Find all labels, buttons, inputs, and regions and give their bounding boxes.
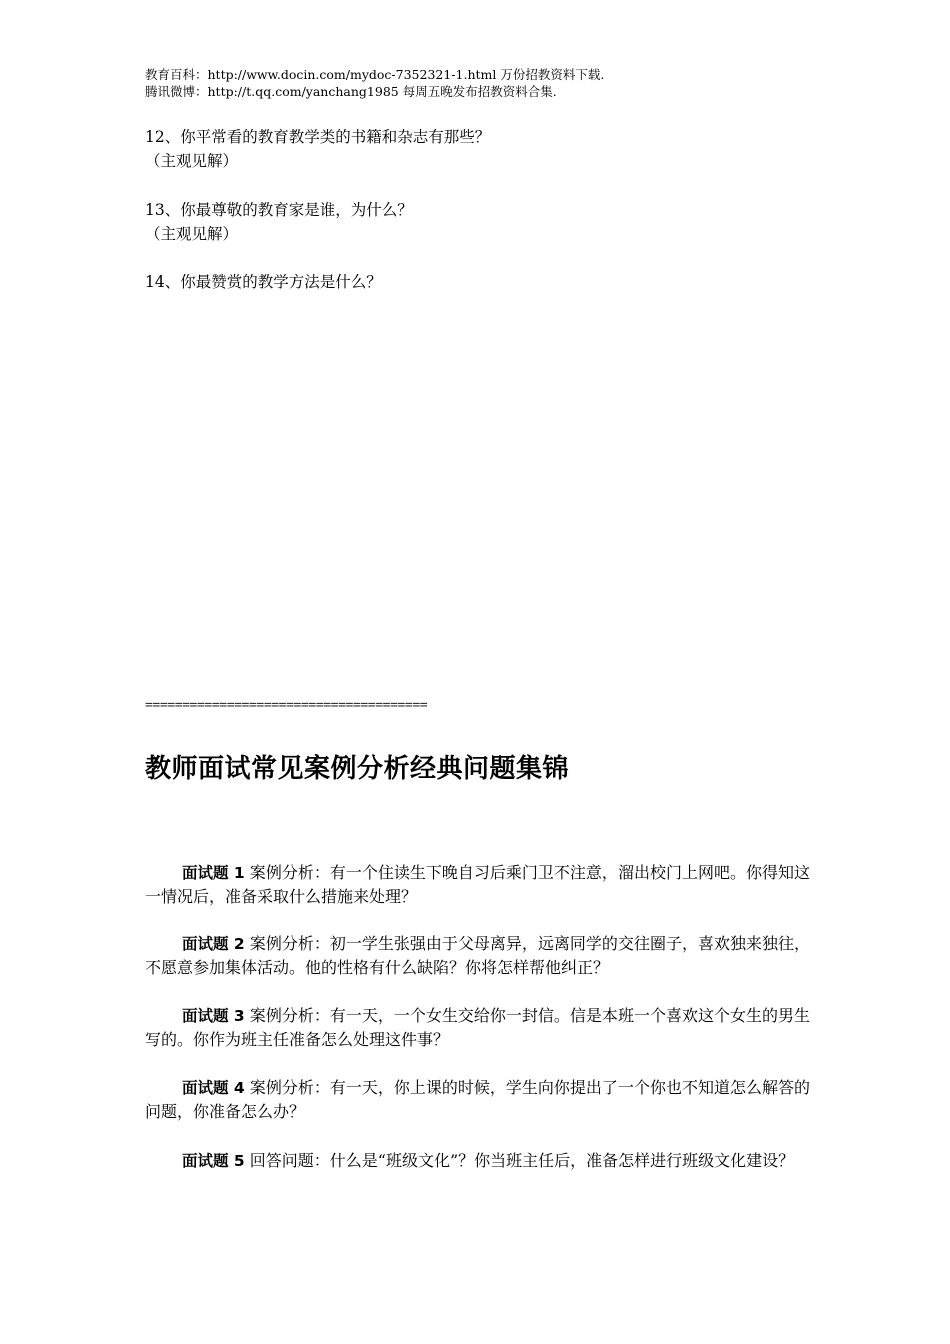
question-14 <box>145 270 382 294</box>
case-label: 面试题 3 <box>182 1007 245 1025</box>
section-title: 教师面试常见案例分析经典问题集锦 <box>145 754 570 784</box>
question-12 <box>145 125 490 173</box>
case-question-4 <box>145 1076 810 1124</box>
question-text: 12、你平常看的教育教学类的书籍和杂志有那些？ <box>145 128 491 146</box>
question-text: 14、你最赞赏的教学方法是什么？ <box>145 273 382 291</box>
case-label: 面试题 2 <box>182 935 245 953</box>
case-question-2 <box>145 932 810 980</box>
header-line-weibo: 腾讯微博：http://t.qq.com/yanchang1985 每周五晚发布招教资料合集. <box>145 84 557 99</box>
case-label: 面试题 5 <box>182 1152 245 1170</box>
case-text: 回答问题：什么是“班级文化”？你当班主任后，准备怎样进行班级文化建设？ <box>244 1151 795 1170</box>
page-header <box>145 66 604 100</box>
case-label: 面试题 4 <box>182 1079 245 1097</box>
case-question-5 <box>145 1149 810 1173</box>
case-question-1 <box>145 861 810 909</box>
case-text: 案例分析：有一个住读生下晚自习后乘门卫不注意，溜出校门上网吧。你得知这一情况后，准备采取什么措施来处理？ <box>145 863 811 906</box>
section-divider: ====================================== <box>145 698 428 713</box>
case-text: 案例分析：初一学生张强由于父母离异，远离同学的交往圈子，喜欢独来独往，不愿意参加集体活动。他的性格有什么缺陷？你将怎样帮他纠正？ <box>145 934 811 977</box>
question-text: 13、你最尊敬的教育家是谁，为什么？ <box>145 201 413 219</box>
question-note: （主观见解） <box>145 152 239 170</box>
case-text: 案例分析：有一天，你上课的时候，学生向你提出了一个你也不知道怎么解答的问题，你准备怎么办？ <box>145 1078 811 1121</box>
case-text: 案例分析：有一天，一个女生交给你一封信。信是本班一个喜欢这个女生的男生写的。你作为班主任准备怎么处理这件事？ <box>145 1006 811 1049</box>
case-label: 面试题 1 <box>182 864 245 882</box>
header-line-docin: 教育百科：http://www.docin.com/mydoc-7352321-1.html 万份招教资料下载. <box>145 67 605 82</box>
case-question-3 <box>145 1004 810 1052</box>
question-note: （主观见解） <box>145 225 239 243</box>
question-13 <box>145 198 413 246</box>
